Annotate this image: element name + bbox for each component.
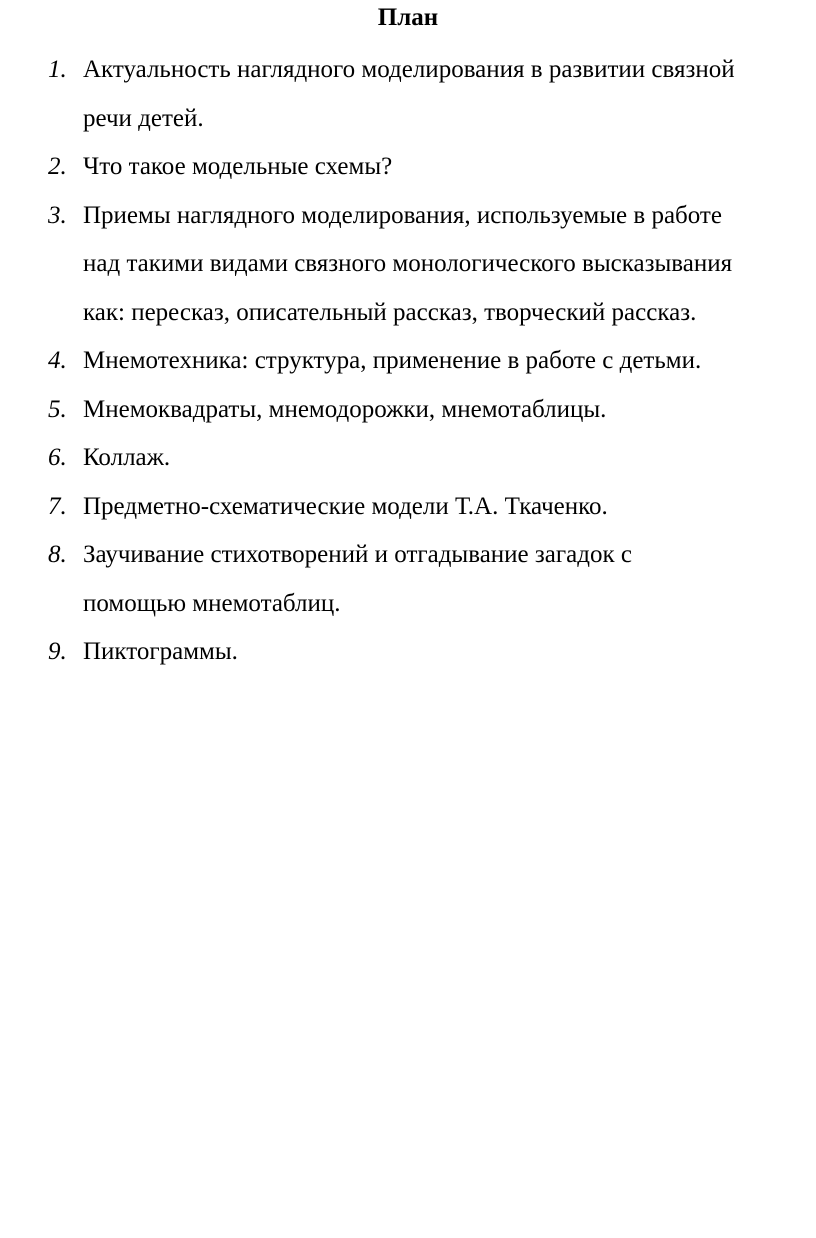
- item-text-line: Предметно-схематические модели Т.А. Ткаченко.: [83, 492, 608, 520]
- item-number: 8.: [48, 541, 67, 568]
- item-text-line: Актуальность наглядного моделирования в развитии связной: [83, 56, 735, 83]
- item-number: 7.: [48, 492, 67, 520]
- item-text-line: Пиктограммы.: [83, 638, 238, 665]
- item-number: 4.: [48, 347, 67, 374]
- item-number: 1.: [48, 56, 67, 83]
- item-text-line: Заучивание стихотворений и отгадывание загадок с: [83, 541, 632, 568]
- item-text-line: Мнемотехника: структура, применение в работе с детьми.: [83, 347, 702, 374]
- item-number: 5.: [48, 395, 67, 423]
- item-text-line: как: пересказ, описательный рассказ, творческий рассказ.: [83, 298, 697, 326]
- item-text-line: Приемы наглядного моделирования, используемые в работе: [83, 201, 722, 229]
- plan-item-1: [0, 46, 816, 143]
- plan-item-7: [0, 483, 816, 532]
- plan-item-8: [0, 531, 816, 628]
- item-number: 6.: [48, 444, 67, 471]
- plan-list: [0, 46, 816, 677]
- item-text-line: помощью мнемотаблиц.: [83, 589, 341, 617]
- document-title: План: [377, 4, 439, 31]
- plan-item-2: [0, 143, 816, 192]
- plan-item-6: [0, 434, 816, 483]
- item-number: 3.: [48, 201, 67, 229]
- item-text-line: Что такое модельные схемы?: [83, 153, 393, 180]
- item-text-line: речи детей.: [83, 104, 204, 132]
- item-number: 9.: [48, 638, 67, 665]
- item-text-line: над такими видами связного монологического высказывания: [83, 250, 733, 277]
- plan-item-3: [0, 192, 816, 338]
- plan-item-5: [0, 386, 816, 435]
- plan-item-9: [0, 628, 816, 677]
- item-text-line: Мнемоквадраты, мнемодорожки, мнемотаблицы.: [83, 395, 607, 423]
- plan-item-4: [0, 337, 816, 386]
- item-text-line: Коллаж.: [83, 444, 171, 471]
- item-number: 2.: [48, 153, 67, 180]
